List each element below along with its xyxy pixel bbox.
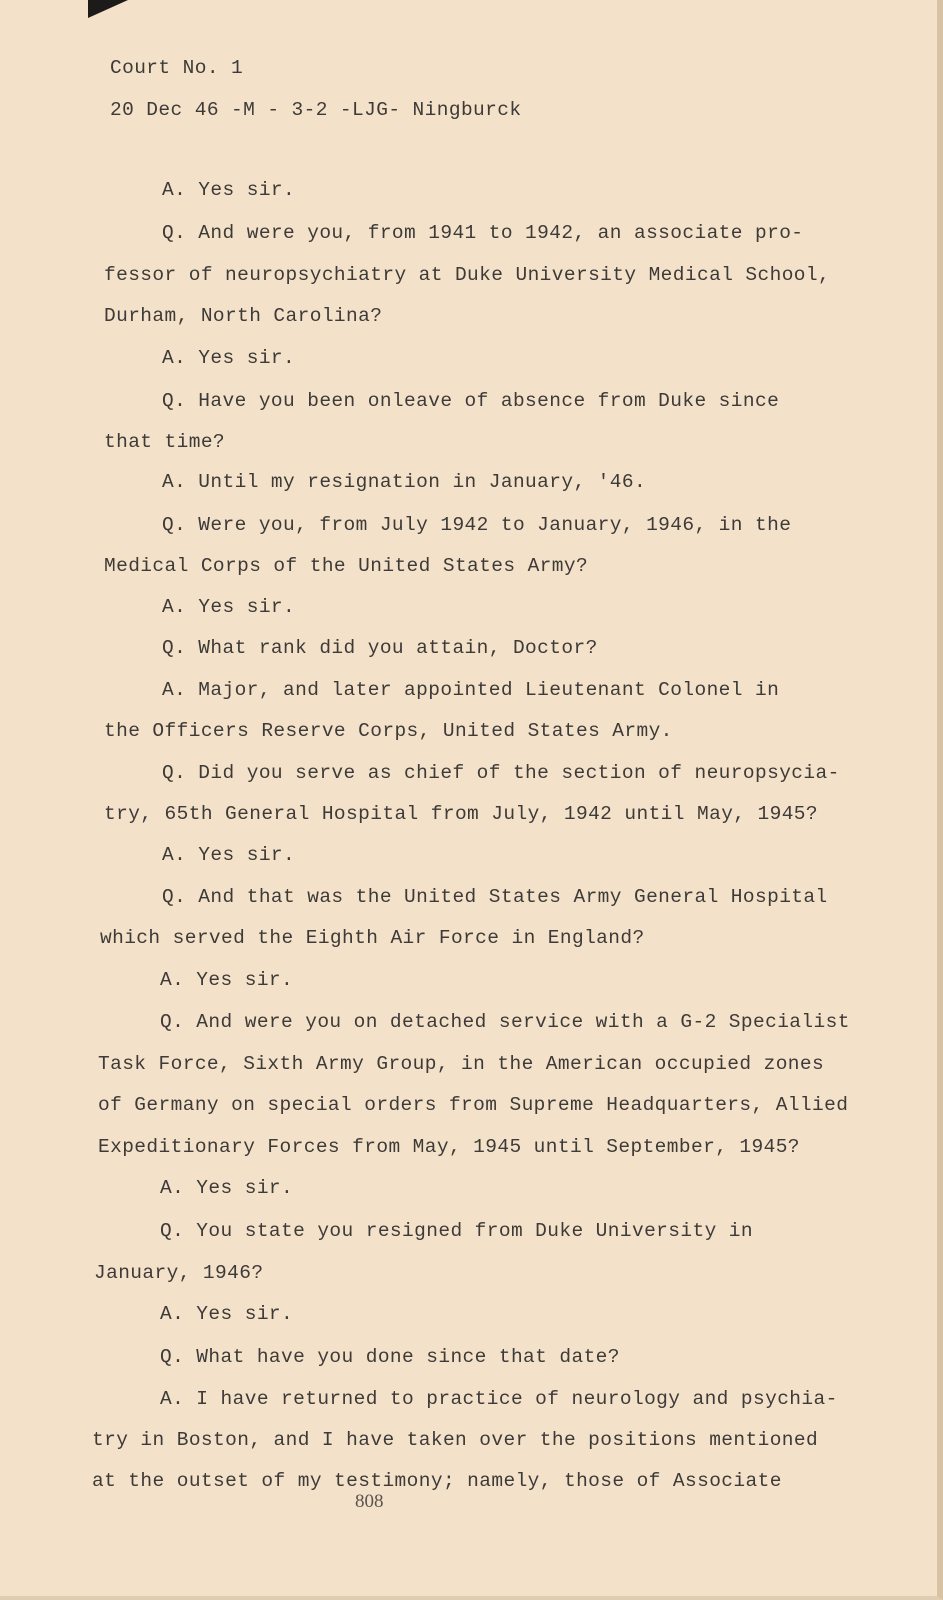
transcript-line: which served the Eighth Air Force in England?	[100, 927, 645, 949]
transcript-line: A. Yes sir.	[162, 347, 296, 369]
transcript-line: A. Until my resignation in January, '46.	[162, 471, 647, 493]
transcript-line: Q. What have you done since that date?	[160, 1346, 620, 1368]
transcript-line: Q. Were you, from July 1942 to January, 1946, in the	[162, 514, 792, 536]
transcript-line: Q. Have you been onleave of absence from Duke since	[162, 390, 780, 412]
page-number: 808	[355, 1491, 384, 1512]
transcript-line: Durham, North Carolina?	[104, 305, 383, 327]
transcript-line: January, 1946?	[94, 1262, 264, 1284]
transcript-line: at the outset of my testimony; namely, those of Associate	[92, 1470, 782, 1492]
transcript-line: A. Yes sir.	[162, 844, 296, 866]
torn-corner	[88, 0, 128, 18]
transcript-line: that time?	[104, 431, 226, 453]
transcript-line: A. Major, and later appointed Lieutenant Colonel in	[162, 679, 780, 701]
header-session: 20 Dec 46 -M - 3-2 -LJG- Ningburck	[110, 99, 522, 121]
transcript-line: A. Yes sir.	[160, 1303, 294, 1325]
transcript-line: Expeditionary Forces from May, 1945 until September, 1945?	[98, 1136, 800, 1158]
transcript-line: try, 65th General Hospital from July, 1942 until May, 1945?	[104, 803, 819, 825]
transcript-line: A. Yes sir.	[160, 1177, 294, 1199]
transcript-line: Q. Did you serve as chief of the section of neuropsycia-	[162, 762, 840, 784]
transcript-line: A. Yes sir.	[162, 179, 296, 201]
transcript-line: Q. And were you, from 1941 to 1942, an associate pro-	[162, 222, 804, 244]
transcript-line: Q. What rank did you attain, Doctor?	[162, 637, 598, 659]
transcript-line: the Officers Reserve Corps, United States Army.	[104, 720, 673, 742]
transcript-line: A. Yes sir.	[160, 969, 294, 991]
transcript-line: Task Force, Sixth Army Group, in the American occupied zones	[98, 1053, 825, 1075]
transcript-line: Q. You state you resigned from Duke University in	[160, 1220, 753, 1242]
transcript-line: A. I have returned to practice of neurology and psychia-	[160, 1388, 838, 1410]
transcript-line: Q. And were you on detached service with a G-2 Specialist	[160, 1011, 850, 1033]
transcript-line: of Germany on special orders from Supreme Headquarters, Allied	[98, 1094, 849, 1116]
header-court: Court No. 1	[110, 57, 244, 79]
transcript-line: fessor of neuropsychiatry at Duke University Medical School,	[104, 264, 831, 286]
transcript-line: A. Yes sir.	[162, 596, 296, 618]
transcript-line: Medical Corps of the United States Army?	[104, 555, 589, 577]
transcript-line: try in Boston, and I have taken over the positions mentioned	[92, 1429, 819, 1451]
transcript-line: Q. And that was the United States Army General Hospital	[162, 886, 828, 908]
